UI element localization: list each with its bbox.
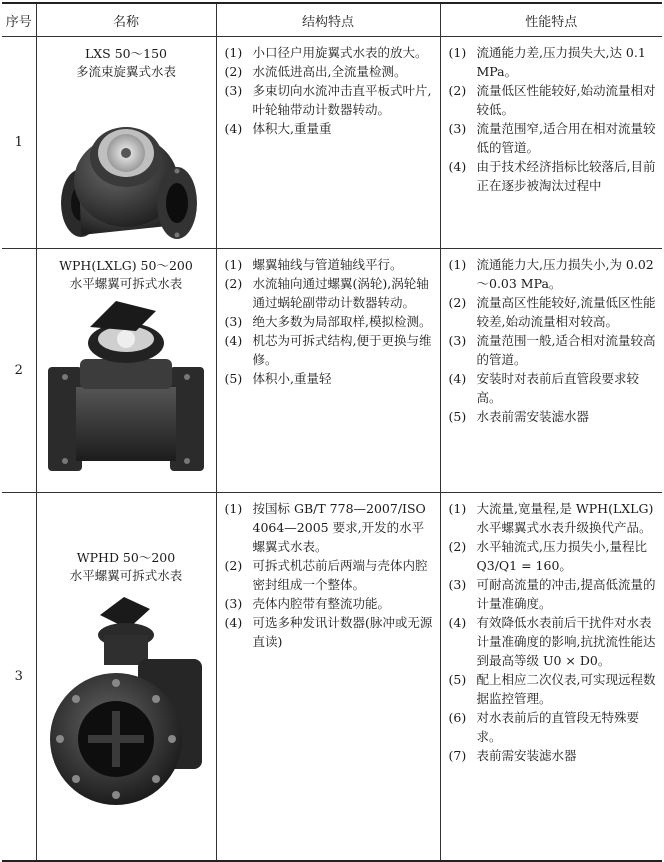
meter-name: [37, 549, 216, 585]
meter-model: WPH(LXLG) 50～200: [59, 258, 193, 273]
header-structure: 结构特点: [216, 3, 440, 37]
header-name: 名称: [36, 3, 216, 37]
meter-type: 水平螺翼可拆式水表: [69, 568, 183, 583]
performance-item: (4) 安装时对表前后直管段要求较高。: [448, 371, 640, 405]
structure-list: [217, 249, 440, 392]
performance-item: (5) 水表前需安装滤水器: [448, 409, 590, 424]
structure-list: [217, 493, 440, 655]
performance-item: (6) 对水表前后的直管段无特殊要求。: [448, 710, 640, 744]
structure-item: (4) 可选多种发讯计数器(脉冲或无源直读): [224, 615, 433, 649]
row-index: 3: [2, 493, 36, 861]
row-index: 1: [2, 37, 36, 249]
header-performance: 性能特点: [440, 3, 662, 37]
header-index: 序号: [2, 3, 36, 37]
structure-item: (2) 可拆式机芯前后两端与壳体内腔密封组成一个整体。: [224, 558, 428, 592]
structure-item: (3) 壳体内腔带有整流功能。: [224, 596, 391, 611]
structure-item: (3) 绝大多数为局部取样,模拟检测。: [224, 314, 432, 329]
wph-meter-photo: [46, 297, 206, 477]
performance-item: (4) 有效降低水表前后干扰件对水表计量准确度的影响,抗扰流性能达到最高等级 U0 × D0。: [448, 615, 656, 668]
performance-item: (2) 水平轴流式,压力损失小,量程比 Q3/Q1 = 160。: [448, 539, 647, 573]
meter-type: 水平螺翼可拆式水表: [69, 276, 183, 291]
performance-item: (5) 配上相应二次仪表,可实现远程数据监控管理。: [448, 672, 656, 706]
performance-item: (1) 流通能力大,压力损失小,为 0.02～0.03 MPa。: [448, 257, 654, 291]
performance-item: (1) 大流量,宽量程,是 WPH(LXLG)水平螺翼式水表升级换代产品。: [448, 501, 654, 535]
performance-item: (3) 可耐高流量的冲击,提高低流量的计量准确度。: [448, 577, 656, 611]
performance-item: (7) 表前需安装滤水器: [448, 748, 577, 763]
structure-item: (4) 机芯为可拆式结构,便于更换与维修。: [224, 333, 432, 367]
meter-model: WPHD 50～200: [76, 550, 176, 565]
performance-item: (3) 流量范围一般,适合相对流量较高的管道。: [448, 333, 656, 367]
meter-model: LXS 50～150: [84, 46, 167, 61]
lxs-meter-photo: [51, 85, 201, 245]
meter-type: 多流束旋翼式水表: [75, 64, 176, 79]
performance-item: (3) 流量范围窄,适合用在相对流量较低的管道。: [448, 121, 656, 155]
structure-item: (1) 小口径户用旋翼式水表的放大。: [224, 45, 428, 60]
performance-item: (1) 流通能力差,压力损失大,达 0.1 MPa。: [448, 45, 646, 79]
row-index: 2: [2, 249, 36, 493]
water-meter-table: [2, 2, 662, 862]
performance-list: [441, 249, 663, 430]
wphd-meter-photo: [46, 589, 206, 809]
structure-item: (4) 体积大,重量重: [224, 121, 332, 136]
structure-item: (1) 按国标 GB/T 778—2007/ISO 4064—2005 要求,开发的水平螺翼式水表。: [224, 501, 426, 554]
performance-list: [441, 37, 663, 199]
performance-item: (2) 流量低区性能较好,始动流量相对较低。: [448, 83, 656, 117]
structure-list: [217, 37, 440, 142]
structure-item: (3) 多束切向水流冲击直平板式叶片,叶轮轴带动计数器转动。: [224, 83, 432, 117]
structure-item: (2) 水流轴向通过螺翼(涡轮),涡轮轴通过蜗轮副带动计数器转动。: [224, 276, 429, 310]
meter-name: [37, 45, 216, 81]
performance-item: (2) 流量高区性能较好,流量低区性能较差,始动流量相对较高。: [448, 295, 656, 329]
meter-name: [37, 257, 216, 293]
structure-item: (1) 螺翼轴线与管道轴线平行。: [224, 257, 403, 272]
structure-item: (5) 体积小,重量轻: [224, 371, 332, 386]
performance-list: [441, 493, 663, 769]
structure-item: (2) 水流低进高出,全流量检测。: [224, 64, 407, 79]
performance-item: (4) 由于技术经济指标比较落后,目前正在逐步被淘汰过程中: [448, 159, 656, 193]
